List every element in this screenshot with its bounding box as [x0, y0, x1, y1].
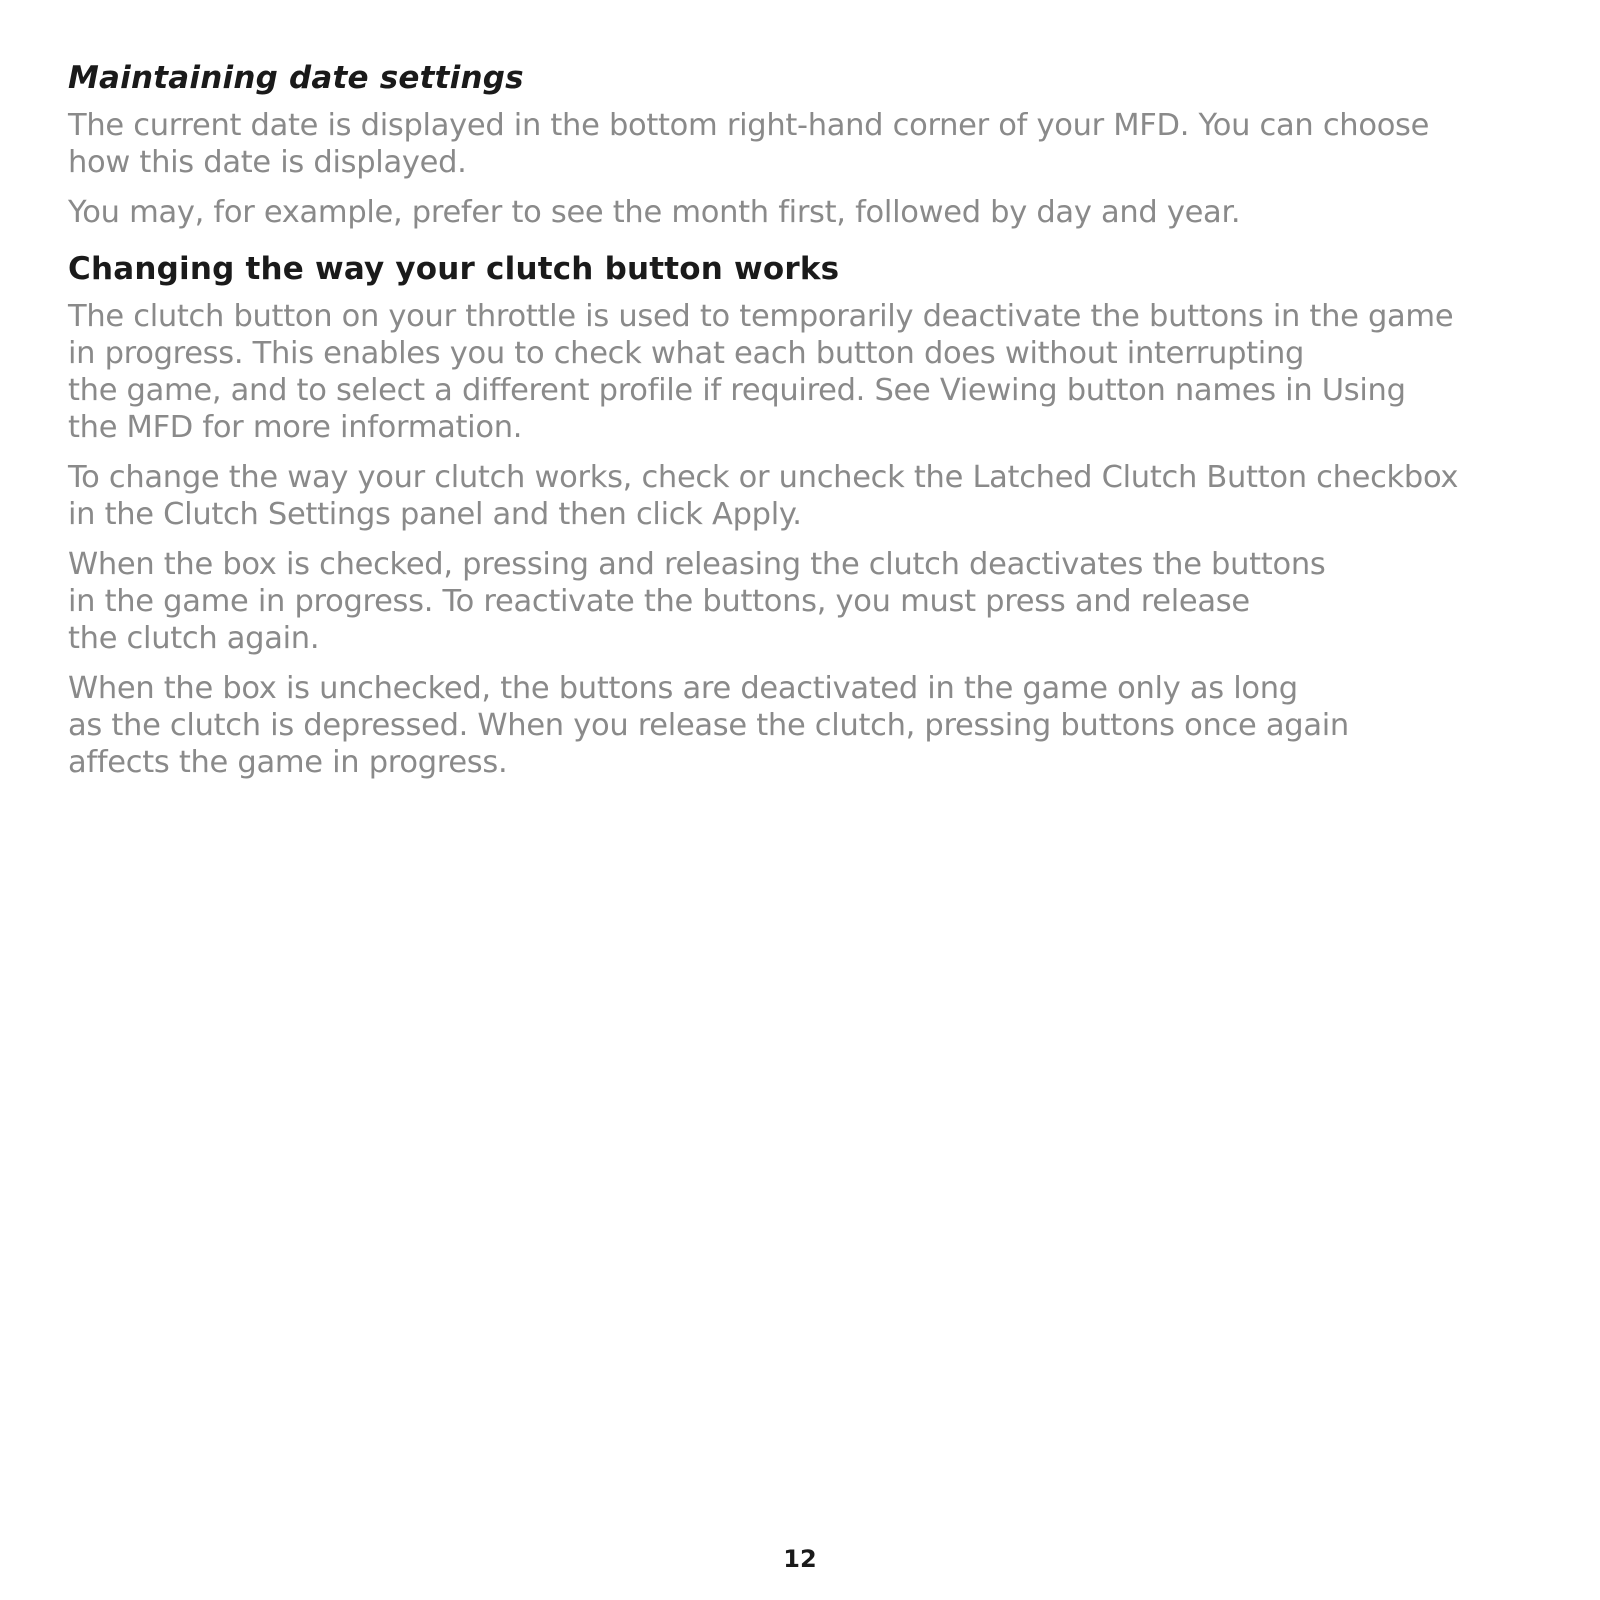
text-line: the MFD for more information. — [68, 410, 523, 445]
paragraph — [68, 194, 1548, 231]
text-line: in progress. This enables you to check what each button does without interrupting — [68, 336, 1305, 371]
text-line: in the Clutch Settings panel and then click Apply. — [68, 497, 802, 532]
text-line: The clutch button on your throttle is used to temporarily deactivate the buttons in the game — [68, 299, 1454, 334]
text-line: as the clutch is depressed. When you release the clutch, pressing buttons once again — [68, 708, 1349, 743]
text-line: the game, and to select a different profile if required. See Viewing button names in Using — [68, 373, 1406, 408]
paragraph — [68, 546, 1548, 657]
paragraph — [68, 670, 1548, 781]
document-page — [68, 56, 1548, 781]
text-line: affects the game in progress. — [68, 745, 508, 780]
text-line: When the box is unchecked, the buttons are deactivated in the game only as long — [68, 671, 1298, 706]
section-clutch-button — [68, 247, 1548, 781]
text-line: the clutch again. — [68, 621, 320, 656]
page-number: 12 — [783, 1545, 817, 1573]
section-heading: Changing the way your clutch button works — [68, 251, 840, 287]
text-line: The current date is displayed in the bottom right-hand corner of your MFD. You can choose — [68, 108, 1430, 143]
text-line: When the box is checked, pressing and releasing the clutch deactivates the buttons — [68, 547, 1326, 582]
section-maintaining-date-settings — [68, 56, 1548, 231]
paragraph — [68, 459, 1548, 533]
paragraph — [68, 298, 1548, 446]
text-line: how this date is displayed. — [68, 145, 467, 180]
text-line: To change the way your clutch works, check or uncheck the Latched Clutch Button checkbox — [68, 460, 1459, 495]
paragraph — [68, 107, 1548, 181]
text-line: in the game in progress. To reactivate the buttons, you must press and release — [68, 584, 1250, 619]
text-line: You may, for example, prefer to see the month first, followed by day and year. — [68, 195, 1241, 230]
section-heading: Maintaining date settings — [68, 60, 524, 96]
